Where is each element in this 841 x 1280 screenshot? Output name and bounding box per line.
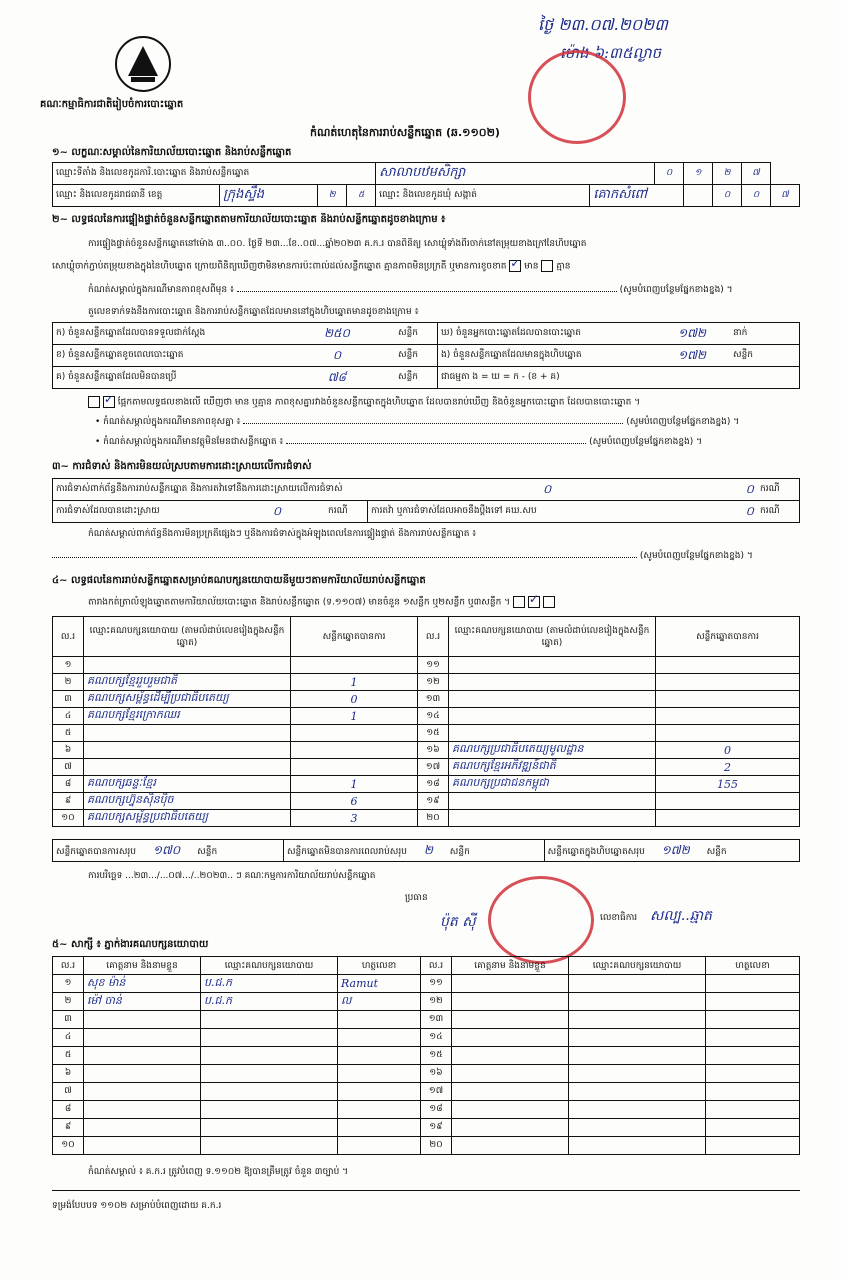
note-hint: (សូមបំពេញបន្ថែមផ្នែកខាងខ្នង) ។ <box>619 285 733 295</box>
witness-party <box>569 1119 706 1137</box>
witness-party <box>569 1101 706 1119</box>
total-box-value: ១៧២ <box>661 842 690 857</box>
witness-name <box>452 1137 569 1155</box>
bullet2-label: • កំណត់សម្គាល់ក្នុងករណីមានវត្ថុមិនមែនជាសន្លឹកឆ្នោត ៖ <box>95 437 284 447</box>
total-valid <box>53 840 284 862</box>
witness-signature: ល <box>338 993 421 1011</box>
objection-value-2: ០ <box>727 479 757 501</box>
witness-name <box>84 1047 201 1065</box>
result-votes: 2 <box>656 759 800 776</box>
result-no: ១៨ <box>418 776 449 793</box>
col-no: ល.រ <box>421 957 452 975</box>
witness-party <box>201 1083 338 1101</box>
witness-party <box>569 1083 706 1101</box>
witness-name <box>452 1029 569 1047</box>
witness-signature <box>706 1047 800 1065</box>
witness-name: សុខ ម៉ាន់ <box>84 975 201 993</box>
witness-no: ៨ <box>53 1101 84 1119</box>
witness-name <box>452 1011 569 1029</box>
witness-party <box>201 1119 338 1137</box>
section1-table <box>52 162 800 207</box>
commune-code-digit: ៧ <box>771 185 800 207</box>
count-label: ខ) ចំនួនសន្លឹកឆ្នោតខូចពេលបោះឆ្នោត <box>53 345 280 367</box>
result-votes: 3 <box>291 810 418 827</box>
result-party <box>84 759 291 776</box>
seal-yes-checkbox[interactable] <box>509 260 521 272</box>
count-value: ៧៨ <box>279 367 395 389</box>
objection-label: ការជំទាស់ពាក់ព័ន្ធនឹងការរាប់សន្លឹកឆ្នោត និងការតវ៉ាទៅនឹងការដោះស្រាយលើការជំទាស់ <box>53 479 368 501</box>
witness-no: ១១ <box>421 975 452 993</box>
count-label: គ) ចំនួនសន្លឹកឆ្នោតដែលមិនបានប្រើ <box>53 367 280 389</box>
witness-row <box>53 993 800 1011</box>
appeal-value: ០ <box>727 501 757 523</box>
witness-signature <box>706 1029 800 1047</box>
witness-party <box>569 1011 706 1029</box>
witness-party: ប.ជ.ក <box>201 975 338 993</box>
witness-party <box>569 1047 706 1065</box>
results-table <box>52 616 800 827</box>
location-value: សាលាបឋមសិក្សា <box>376 163 655 185</box>
witness-party <box>201 1101 338 1119</box>
col-party: ឈ្មោះគណបក្សនយោបាយ (តាមលំដាប់លេខរៀងក្នុងសន្លឹកឆ្នោត) <box>84 617 291 657</box>
total-valid-value: ១៧០ <box>152 842 181 857</box>
witness-row <box>53 1119 800 1137</box>
witness-row <box>53 1047 800 1065</box>
diff-line <box>88 396 808 409</box>
resolved-label: ការជំទាស់ដែលបានដោះស្រាយ <box>53 501 230 523</box>
witness-name <box>452 1047 569 1065</box>
count-label: ង) ចំនួនសន្លឹកឆ្នោតដែលមានក្នុងហិបឆ្នោត <box>438 345 655 367</box>
code-digit: ២ <box>713 163 742 185</box>
result-no: ៥ <box>53 725 84 742</box>
section3-heading: ៣~ ការជំទាស់ និងការមិនយល់ស្របតាមការដោះស្រាយលើការជំទាស់ <box>52 461 312 472</box>
witness-signature <box>706 1101 800 1119</box>
witness-no: ៤ <box>53 1029 84 1047</box>
count-unit: សន្លឹក <box>395 323 438 345</box>
witness-signature <box>338 1101 421 1119</box>
commune-value: គោកសំពៅ <box>590 185 684 207</box>
sheets-1-checkbox[interactable] <box>513 596 525 608</box>
count-value: ០ <box>279 345 395 367</box>
handwritten-date: ថ្ងៃ ២៣.០៧.២០២៣ <box>538 15 668 34</box>
result-votes: 6 <box>291 793 418 810</box>
witness-name <box>452 1119 569 1137</box>
section1-heading: ១~ លក្ខណៈសម្គាល់នៃការិយាល័យបោះឆ្នោត និងរាប់សន្លឹកឆ្នោត <box>52 147 292 158</box>
resolved-unit: ករណី <box>325 501 368 523</box>
witness-party <box>569 1137 706 1155</box>
witness-name <box>84 1137 201 1155</box>
total-invalid-label: សន្លឹកឆ្នោតមិនបានការពេលរាប់សរុប <box>286 846 407 857</box>
bullet1-label: • កំណត់សម្គាល់ក្នុងករណីមានភាពខុសគ្នា ៖ <box>95 417 241 427</box>
result-votes <box>291 657 418 674</box>
result-party <box>449 691 656 708</box>
note-label: កំណត់សម្គាល់ក្នុងករណីមានភាពខុសពីមុន ៖ <box>88 285 234 295</box>
result-votes: 1 <box>291 674 418 691</box>
result-no: ២០ <box>418 810 449 827</box>
result-row <box>53 742 800 759</box>
section3-hint: (សូមបំពេញបន្ថែមផ្នែកខាងខ្នង) ។ <box>639 551 753 561</box>
witness-row <box>53 1137 800 1155</box>
witness-name <box>84 1119 201 1137</box>
objections-table <box>52 478 800 523</box>
count-unit: សន្លឹក <box>395 367 438 389</box>
section4-heading: ៤~ លទ្ធផលនៃការរាប់សន្លឹកឆ្នោតសម្រាប់គណបក្សនយោបាយនីមួយៗតាមការិយាល័យរាប់សន្លឹកឆ្នោត <box>52 575 426 586</box>
witness-signature <box>706 975 800 993</box>
result-row <box>53 708 800 725</box>
witness-party <box>201 1047 338 1065</box>
province-label: ឈ្មោះ និងលេខកូដរាជធានី ខេត្ត <box>53 185 220 207</box>
location-label: ឈ្មោះទីតាំង និងលេខកូដការិ.បោះឆ្នោត និងរាប់សន្លឹកឆ្នោត <box>53 163 376 185</box>
result-votes <box>656 810 800 827</box>
witness-name <box>452 1101 569 1119</box>
province-value: ក្រុងស្ទឹង <box>220 185 318 207</box>
witness-name <box>452 975 569 993</box>
witness-no: ១៦ <box>421 1065 452 1083</box>
witness-no: ១៤ <box>421 1029 452 1047</box>
witness-no: ៧ <box>53 1083 84 1101</box>
result-votes: 1 <box>291 776 418 793</box>
result-party <box>84 742 291 759</box>
col-sig: ហត្ថលេខា <box>338 957 421 975</box>
witness-name <box>84 1065 201 1083</box>
result-no: ៤ <box>53 708 84 725</box>
result-votes <box>291 742 418 759</box>
result-party: គណបក្សប្រជាធិបតេយ្យមូលដ្ឋាន <box>449 742 656 759</box>
seal-no-checkbox[interactable] <box>541 260 553 272</box>
result-votes <box>656 691 800 708</box>
witness-name <box>84 1029 201 1047</box>
result-party: គណបក្សខ្មែរអភិវឌ្ឍន៍ជាតិ <box>449 759 656 776</box>
col-sig: ហត្ថលេខា <box>706 957 800 975</box>
result-no: ១២ <box>418 674 449 691</box>
footer-note: ទម្រង់បែបបទ ១១០២ សម្រាប់បំពេញដោយ គ.ក.រ <box>52 1201 222 1211</box>
witness-table <box>52 956 800 1155</box>
count-unit: នាក់ <box>730 323 800 345</box>
date-line: ការបរិច្ឆេទ ...២៣.../...០៧.../..២០២៣.. ៗ គណៈកម្មការការិយាល័យរាប់សន្លឹកឆ្នោត <box>88 871 376 881</box>
result-row <box>53 674 800 691</box>
total-invalid <box>283 840 544 862</box>
total-box-label: សន្លឹកឆ្នោតក្នុងហិបឆ្នោតសរុប <box>547 846 645 857</box>
result-no: ៣ <box>53 691 84 708</box>
result-votes: 0 <box>291 691 418 708</box>
count-label: ឃ) ចំនួនអ្នកបោះឆ្នោតដែលបានបោះឆ្នោត <box>438 323 655 345</box>
witness-party: ប.ជ.ក <box>201 993 338 1011</box>
result-votes <box>656 725 800 742</box>
code-digit: ០ <box>655 163 684 185</box>
witness-signature <box>706 1011 800 1029</box>
result-party <box>84 657 291 674</box>
witness-party <box>201 1065 338 1083</box>
col-name: គោត្តនាម និងនាមខ្លួន <box>452 957 569 975</box>
count-value: ២៥០ <box>279 323 395 345</box>
witness-name <box>84 1101 201 1119</box>
appeal-label: ការតវ៉ា ឬការជំទាស់ដែលអាចនឹងប្តឹងទៅ គឃ.សប <box>368 501 727 523</box>
seal-text <box>52 260 812 273</box>
col-votes: សន្លឹកឆ្នោតបានការ <box>291 617 418 657</box>
count-value: ១៧២ <box>654 345 730 367</box>
total-box <box>544 840 799 862</box>
bullet2-hint: (សូមបំពេញបន្ថែមផ្នែកខាងខ្នង) ។ <box>589 437 703 447</box>
province-code-digit: ២ <box>318 185 347 207</box>
witness-name: ម៉ៅ ចាន់ <box>84 993 201 1011</box>
result-no: ១៥ <box>418 725 449 742</box>
result-votes: 0 <box>656 742 800 759</box>
result-party: គណបក្សឆន្ទៈខ្មែរ <box>84 776 291 793</box>
result-row <box>53 691 800 708</box>
code-digit: ១ <box>684 163 713 185</box>
result-row <box>53 793 800 810</box>
official-stamp-bottom <box>488 876 594 964</box>
col-votes: សន្លឹកឆ្នោតបានការ <box>656 617 800 657</box>
bullet1-hint: (សូមបំពេញបន្ថែមផ្នែកខាងខ្នង) ។ <box>626 417 740 427</box>
result-no: ៩ <box>53 793 84 810</box>
result-votes <box>291 759 418 776</box>
result-row <box>53 725 800 742</box>
result-votes <box>656 674 800 691</box>
witness-signature <box>338 1047 421 1065</box>
witness-name <box>84 1011 201 1029</box>
result-no: ៧ <box>53 759 84 776</box>
diff-text: ផ្អែកតាមលទ្ធផលខាងលើ ឃើញថា មាន ឬគ្មាន ភាពខុសគ្នារវាងចំនួនសន្លឹកឆ្នោតក្នុងហិបឆ្នោត ដែលបានរាប់ឃើញ និងចំនួនអ្នកបោះឆ្នោត ដែលបានបោះឆ្នោត ។ <box>117 397 641 408</box>
section5-footnote: កំណត់សម្គាល់ ៖ គ.ក.រ ត្រូវបំពេញ ទ.១១០២ ឱ្យបានត្រឹមត្រូវ ចំនួន ៣ច្បាប់ ។ <box>88 1167 349 1177</box>
verify-text: ការផ្ទៀងផ្ទាត់ចំនួនសន្លឹកឆ្នោតនៅម៉ោង ៣..០០. ថ្ងៃទី ២៣...ខែ..០៧...ឆ្នាំ២០២៣ គ.ក.រ បានពិនិត្យ សោឃ្លុំទាំងពីរចាក់នៅតម្រុយខាងក្រៅនៃហិបឆ្នោត <box>88 239 587 249</box>
total-box-unit: សន្លឹក <box>706 846 727 857</box>
witness-no: ២០ <box>421 1137 452 1155</box>
witness-signature <box>706 1137 800 1155</box>
appeal-unit: ករណី <box>757 501 800 523</box>
col-party: ឈ្មោះគណបក្សនយោបាយ (តាមលំដាប់លេខរៀងក្នុងសន្លឹកឆ្នោត) <box>449 617 656 657</box>
witness-signature <box>706 1065 800 1083</box>
result-votes: 1 <box>291 708 418 725</box>
seal-yes-label: មាន <box>524 261 539 272</box>
witness-no: ៦ <box>53 1065 84 1083</box>
witness-signature <box>706 993 800 1011</box>
commune-code-digit: ០ <box>713 185 742 207</box>
count-formula: ជាធម្មតា ង = ឃ = ក - (ខ + គ) <box>438 367 800 389</box>
result-row <box>53 776 800 793</box>
result-no: ១១ <box>418 657 449 674</box>
counts-table <box>52 322 800 389</box>
witness-no: ២ <box>53 993 84 1011</box>
witness-no: ៩ <box>53 1119 84 1137</box>
result-party <box>449 657 656 674</box>
result-party <box>449 674 656 691</box>
witness-party <box>569 993 706 1011</box>
result-row <box>53 657 800 674</box>
result-party: គណបក្សសម្ព័ន្ធប្រជាធិបតេយ្យ <box>84 810 291 827</box>
witness-no: ១០ <box>53 1137 84 1155</box>
col-name: គោត្តនាម និងនាមខ្លួន <box>84 957 201 975</box>
witness-row <box>53 975 800 993</box>
witness-signature <box>338 1065 421 1083</box>
result-votes <box>656 657 800 674</box>
resolved-value: ០ <box>229 501 325 523</box>
result-party: គណបក្សប្រជាជនកម្ពុជា <box>449 776 656 793</box>
sheets-2-checkbox[interactable] <box>528 596 540 608</box>
witness-no: ១៩ <box>421 1119 452 1137</box>
witness-signature: Ramut <box>338 975 421 993</box>
section3-dotted <box>52 550 812 562</box>
result-party <box>449 793 656 810</box>
result-no: ១៧ <box>418 759 449 776</box>
footer-divider <box>52 1190 800 1191</box>
witness-signature <box>338 1137 421 1155</box>
result-no: ១ <box>53 657 84 674</box>
handwritten-time: ម៉ោង ៦:៣៥ល្ងាច <box>560 44 662 62</box>
col-no: ល.រ <box>53 957 84 975</box>
chair-name: ប៉ុត ស៊ី <box>440 914 476 930</box>
result-votes: 155 <box>656 776 800 793</box>
diff-yes-checkbox[interactable] <box>88 396 100 408</box>
witness-signature <box>338 1083 421 1101</box>
seal-no-label: គ្មាន <box>556 261 571 272</box>
result-party <box>449 708 656 725</box>
sheets-3-checkbox[interactable] <box>543 596 555 608</box>
witness-name <box>84 1083 201 1101</box>
col-no: ល.រ <box>418 617 449 657</box>
result-votes <box>291 725 418 742</box>
result-party <box>449 725 656 742</box>
commune-label: ឈ្មោះ និងលេខកូដឃុំ សង្កាត់ <box>376 185 590 207</box>
count-label: ក) ចំនួនសន្លឹកឆ្នោតដែលបានទទួលជាក់ស្តែង <box>53 323 280 345</box>
section4-intro <box>88 596 555 609</box>
intro-text: តារាងកត់ត្រាលំឡុងឆ្នោតតាមការិយាល័យបោះឆ្នោត និងរាប់សន្លឹកឆ្នោត (ទ.១១០៧) មានចំនួន ១សន្លឹក ឬ២សន្លឹក ឬ៣សន្លឹក ។ <box>88 597 511 608</box>
witness-name <box>452 1083 569 1101</box>
org-name: គណៈកម្មាធិការជាតិរៀបចំការបោះឆ្នោត <box>40 99 184 110</box>
result-no: ១៤ <box>418 708 449 725</box>
col-no: ល.រ <box>53 617 84 657</box>
result-party: គណបក្សហ្វ៊ុនស៊ិនប៉ិច <box>84 793 291 810</box>
result-no: ៦ <box>53 742 84 759</box>
count-unit: សន្លឹក <box>730 345 800 367</box>
total-valid-unit: សន្លឹក <box>197 846 218 857</box>
witness-signature <box>338 1029 421 1047</box>
secretary-name: សល្ប..ឆ្មាត <box>650 908 712 924</box>
result-party: គណបក្សសម្ព័ន្ធដើម្បីប្រជាធិបតេយ្យ <box>84 691 291 708</box>
witness-party <box>569 975 706 993</box>
bullet-line-2 <box>95 436 795 448</box>
witness-party <box>201 1137 338 1155</box>
witness-name <box>452 993 569 1011</box>
witness-no: ៣ <box>53 1011 84 1029</box>
witness-no: ១៥ <box>421 1047 452 1065</box>
col-party: ឈ្មោះគណបក្សនយោបាយ <box>201 957 338 975</box>
witness-signature <box>706 1083 800 1101</box>
result-no: ៨ <box>53 776 84 793</box>
nec-logo <box>113 34 173 94</box>
total-invalid-value: ២ <box>423 842 433 857</box>
section5-heading: ៥~ សាក្សី ៖ ភ្នាក់ងារគណបក្សនយោបាយ <box>52 939 209 950</box>
witness-signature <box>338 1119 421 1137</box>
objection-unit: ករណី <box>757 479 800 501</box>
result-no: ១០ <box>53 810 84 827</box>
witness-row <box>53 1101 800 1119</box>
witness-no: ១២ <box>421 993 452 1011</box>
result-no: ១៣ <box>418 691 449 708</box>
count-unit: សន្លឹក <box>395 345 438 367</box>
form-title: កំណត់ហេតុនៃការរាប់សន្លឹកឆ្នោត (ឆ.១១០២) <box>310 126 500 139</box>
witness-row <box>53 1065 800 1083</box>
witness-party <box>201 1029 338 1047</box>
result-row <box>53 810 800 827</box>
result-no: ១៦ <box>418 742 449 759</box>
witness-no: ៥ <box>53 1047 84 1065</box>
result-party: គណបក្សខ្មែររួបរួមជាតិ <box>84 674 291 691</box>
col-party: ឈ្មោះគណបក្សនយោបាយ <box>569 957 706 975</box>
witness-no: ១៧ <box>421 1083 452 1101</box>
witness-party <box>201 1011 338 1029</box>
witness-party <box>569 1065 706 1083</box>
totals-table <box>52 839 800 862</box>
result-party: គណបក្សខ្មែរក្រោកឈរ <box>84 708 291 725</box>
result-party <box>449 810 656 827</box>
section2-heading: ២~ លទ្ធផលនៃការផ្ទៀងផ្ទាត់ចំនួនសន្លឹកឆ្នោតតាមការិយាល័យបោះឆ្នោត និងរាប់សន្លឹកឆ្នោតដូចខាងក្រោម ៖ <box>52 214 446 225</box>
count-value: ១៧២ <box>654 323 730 345</box>
commune-code-digit: ០ <box>742 185 771 207</box>
code-digit: ៧ <box>742 163 771 185</box>
chair-label: ប្រធាន <box>405 893 428 903</box>
result-row <box>53 759 800 776</box>
witness-row <box>53 1083 800 1101</box>
count-intro: តួលេខទាក់ទងនឹងការបោះឆ្នោត និងការរាប់សន្លឹកឆ្នោតដែលមាននៅក្នុងហិបឆ្នោតមានដូចខាងក្រោម ៖ <box>88 307 419 317</box>
result-votes <box>656 793 800 810</box>
witness-signature <box>338 1011 421 1029</box>
result-no: ២ <box>53 674 84 691</box>
objection-value: ០ <box>368 479 727 501</box>
total-valid-label: សន្លឹកឆ្នោតបានការសរុប <box>56 846 136 857</box>
witness-row <box>53 1029 800 1047</box>
official-stamp-top <box>528 50 626 144</box>
witness-no: ១៨ <box>421 1101 452 1119</box>
witness-party <box>569 1029 706 1047</box>
witness-no: ១៣ <box>421 1011 452 1029</box>
result-no: ១៩ <box>418 793 449 810</box>
seal-text-body: សោឃ្លុំចាក់ភ្ជាប់តម្រុយខាងក្នុងនៃហិបឆ្នោត ក្រោយពិនិត្យឃើញថាមិនមានការប៉ះពាល់ដល់សន្លឹកឆ្នោត គ្មានភាពមិនប្រក្រតី ឬមានការខូចខាត <box>52 261 507 272</box>
witness-row <box>53 1011 800 1029</box>
diff-no-checkbox[interactable] <box>103 396 115 408</box>
witness-name <box>452 1065 569 1083</box>
note-line <box>88 284 808 296</box>
bullet-line-1 <box>95 416 795 428</box>
section3-note: កំណត់សម្គាល់ពាក់ព័ន្ធនឹងការមិនប្រក្រតីផ្សេងៗ ឬនឹងការជំទាស់ក្នុងអំឡុងពេលនៃការផ្ទៀងផ្ទាត់ និងការរាប់សន្លឹកឆ្នោត ៖ <box>88 529 477 539</box>
witness-no: ១ <box>53 975 84 993</box>
total-invalid-unit: សន្លឹក <box>449 846 470 857</box>
witness-signature <box>706 1119 800 1137</box>
result-votes <box>656 708 800 725</box>
result-party <box>84 725 291 742</box>
secretary-label: លេខាធិការ <box>600 913 638 923</box>
province-code-digit: ៥ <box>347 185 376 207</box>
